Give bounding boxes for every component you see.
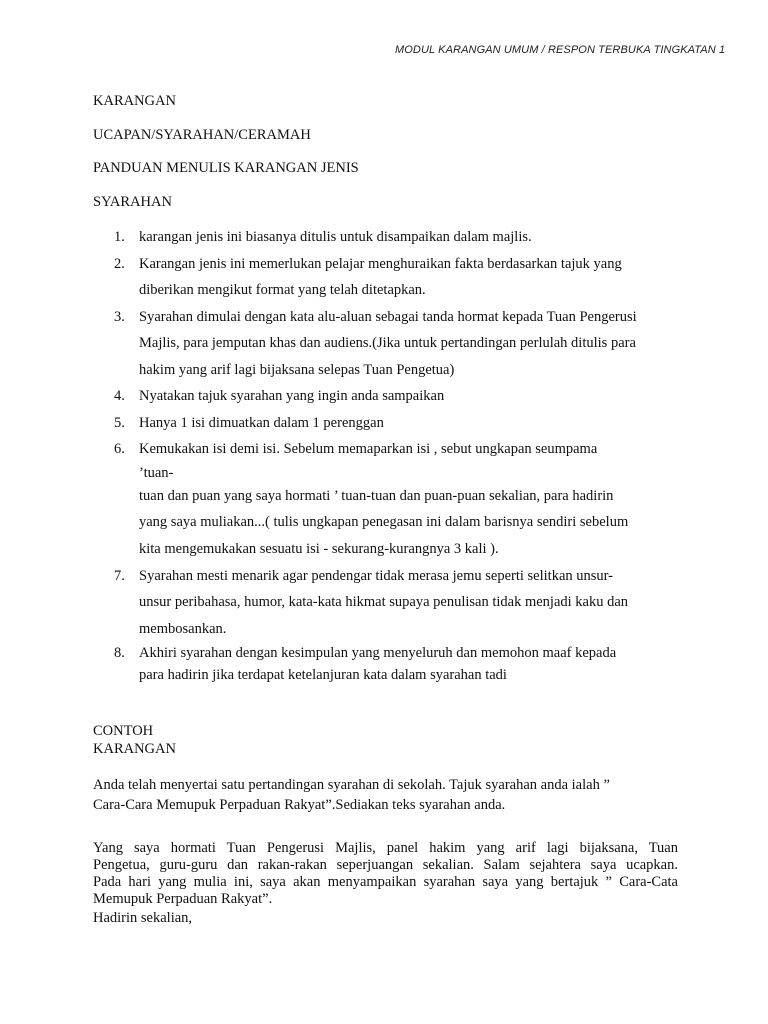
list-item-text: unsur peribahasa, humor, kata-kata hikmat supaya penulisan tidak menjadi kaku dan: [139, 594, 629, 610]
list-item-text: kita mengemukakan sesuatu isi - sekurang-kurangnya 3 kali ).: [139, 540, 499, 557]
example-prompt-line-2: Cara-Cara Memupuk Perpaduan Rakyat”.Sediakan teks syarahan anda.: [93, 797, 506, 813]
list-item-text: Syarahan dimulai dengan kata alu-aluan sebagai tanda hormat kepada Tuan Pengerusi: [139, 308, 637, 325]
list-item: [93, 410, 693, 437]
list-item: [93, 436, 693, 563]
speech-line: Memupuk Perpaduan Rakyat”.: [93, 891, 273, 907]
list-item-text: para hadirin jika terdapat ketelanjuran kata dalam syarahan tadi: [139, 667, 507, 683]
list-item-number: 3.: [114, 308, 125, 325]
list-item: [93, 383, 693, 410]
list-item-text: ’tuan-: [139, 464, 174, 481]
list-item: [93, 251, 693, 304]
list-item-text: Syarahan mesti menarik agar pendengar tidak merasa jemu seperti selitkan unsur-: [139, 567, 614, 584]
list-item-number: 8.: [114, 645, 125, 661]
running-header: MODUL KARANGAN UMUM / RESPON TERBUKA TINGKATAN 1: [395, 44, 726, 56]
speech-paragraph: [93, 840, 678, 908]
list-item-text: karangan jenis ini biasanya ditulis untuk disampaikan dalam majlis.: [139, 229, 532, 245]
list-item-number: 7.: [114, 567, 125, 584]
list-item-text: Karangan jenis ini memerlukan pelajar menghuraikan fakta berdasarkan tajuk yang: [139, 255, 622, 272]
speech-closing-line: Hadirin sekalian,: [93, 910, 193, 926]
list-item-text: hakim yang arif lagi bijaksana selepas Tuan Pengetua): [139, 361, 455, 378]
list-item: [93, 563, 693, 643]
list-item-text: yang saya muliakan...( tulis ungkapan penegasan ini dalam barisnya sendiri sebelum: [139, 513, 629, 530]
heading-panduan: PANDUAN MENULIS KARANGAN JENIS: [93, 160, 359, 176]
list-item-number: 1.: [114, 229, 125, 245]
speech-line: Pada hari yang mulia ini, saya akan menyampaikan syarahan saya yang bertajuk ” Cara-Cata: [93, 874, 678, 890]
list-item-text: Akhiri syarahan dengan kesimpulan yang menyeluruh dan memohon maaf kepada: [139, 645, 617, 661]
example-heading-contoh: CONTOH: [93, 723, 154, 739]
heading-ucapan: UCAPAN/SYARAHAN/CERAMAH: [93, 127, 311, 143]
list-item: [93, 224, 693, 251]
list-item-text: membosankan.: [139, 620, 227, 637]
list-item-number: 2.: [114, 255, 125, 272]
list-item-number: 5.: [114, 414, 125, 431]
list-item-number: 6.: [114, 441, 125, 457]
example-prompt-line-1: Anda telah menyertai satu pertandingan syarahan di sekolah. Tajuk syarahan anda ialah ”: [93, 777, 610, 793]
example-heading-karangan: KARANGAN: [93, 741, 176, 757]
list-item-text: Majlis, para jemputan khas dan audiens.(Jika untuk pertandingan perlulah ditulis para: [139, 335, 636, 351]
guide-list: [93, 224, 693, 686]
list-item: [93, 642, 693, 686]
list-item-text: Kemukakan isi demi isi. Sebelum memaparkan isi , sebut ungkapan seumpama: [139, 441, 598, 457]
heading-karangan: KARANGAN: [93, 93, 176, 109]
list-item: [93, 304, 693, 384]
list-item-text: diberikan mengikut format yang telah ditetapkan.: [139, 282, 426, 298]
list-item-text: Hanya 1 isi dimuatkan dalam 1 perenggan: [139, 414, 384, 431]
speech-line: Pengetua, guru-guru dan rakan-rakan seperjuangan sekalian. Salam sejahtera saya ucapkan.: [93, 857, 678, 873]
list-item-text: Nyatakan tajuk syarahan yang ingin anda sampaikan: [139, 388, 445, 404]
speech-line: Yang saya hormati Tuan Pengerusi Majlis, panel hakim yang arif lagi bijaksana, Tuan: [93, 840, 678, 856]
heading-syarahan: SYARAHAN: [93, 194, 172, 210]
list-item-number: 4.: [114, 388, 125, 404]
list-item-text: tuan dan puan yang saya hormati ’ tuan-tuan dan puan-puan sekalian, para hadirin: [139, 487, 614, 504]
